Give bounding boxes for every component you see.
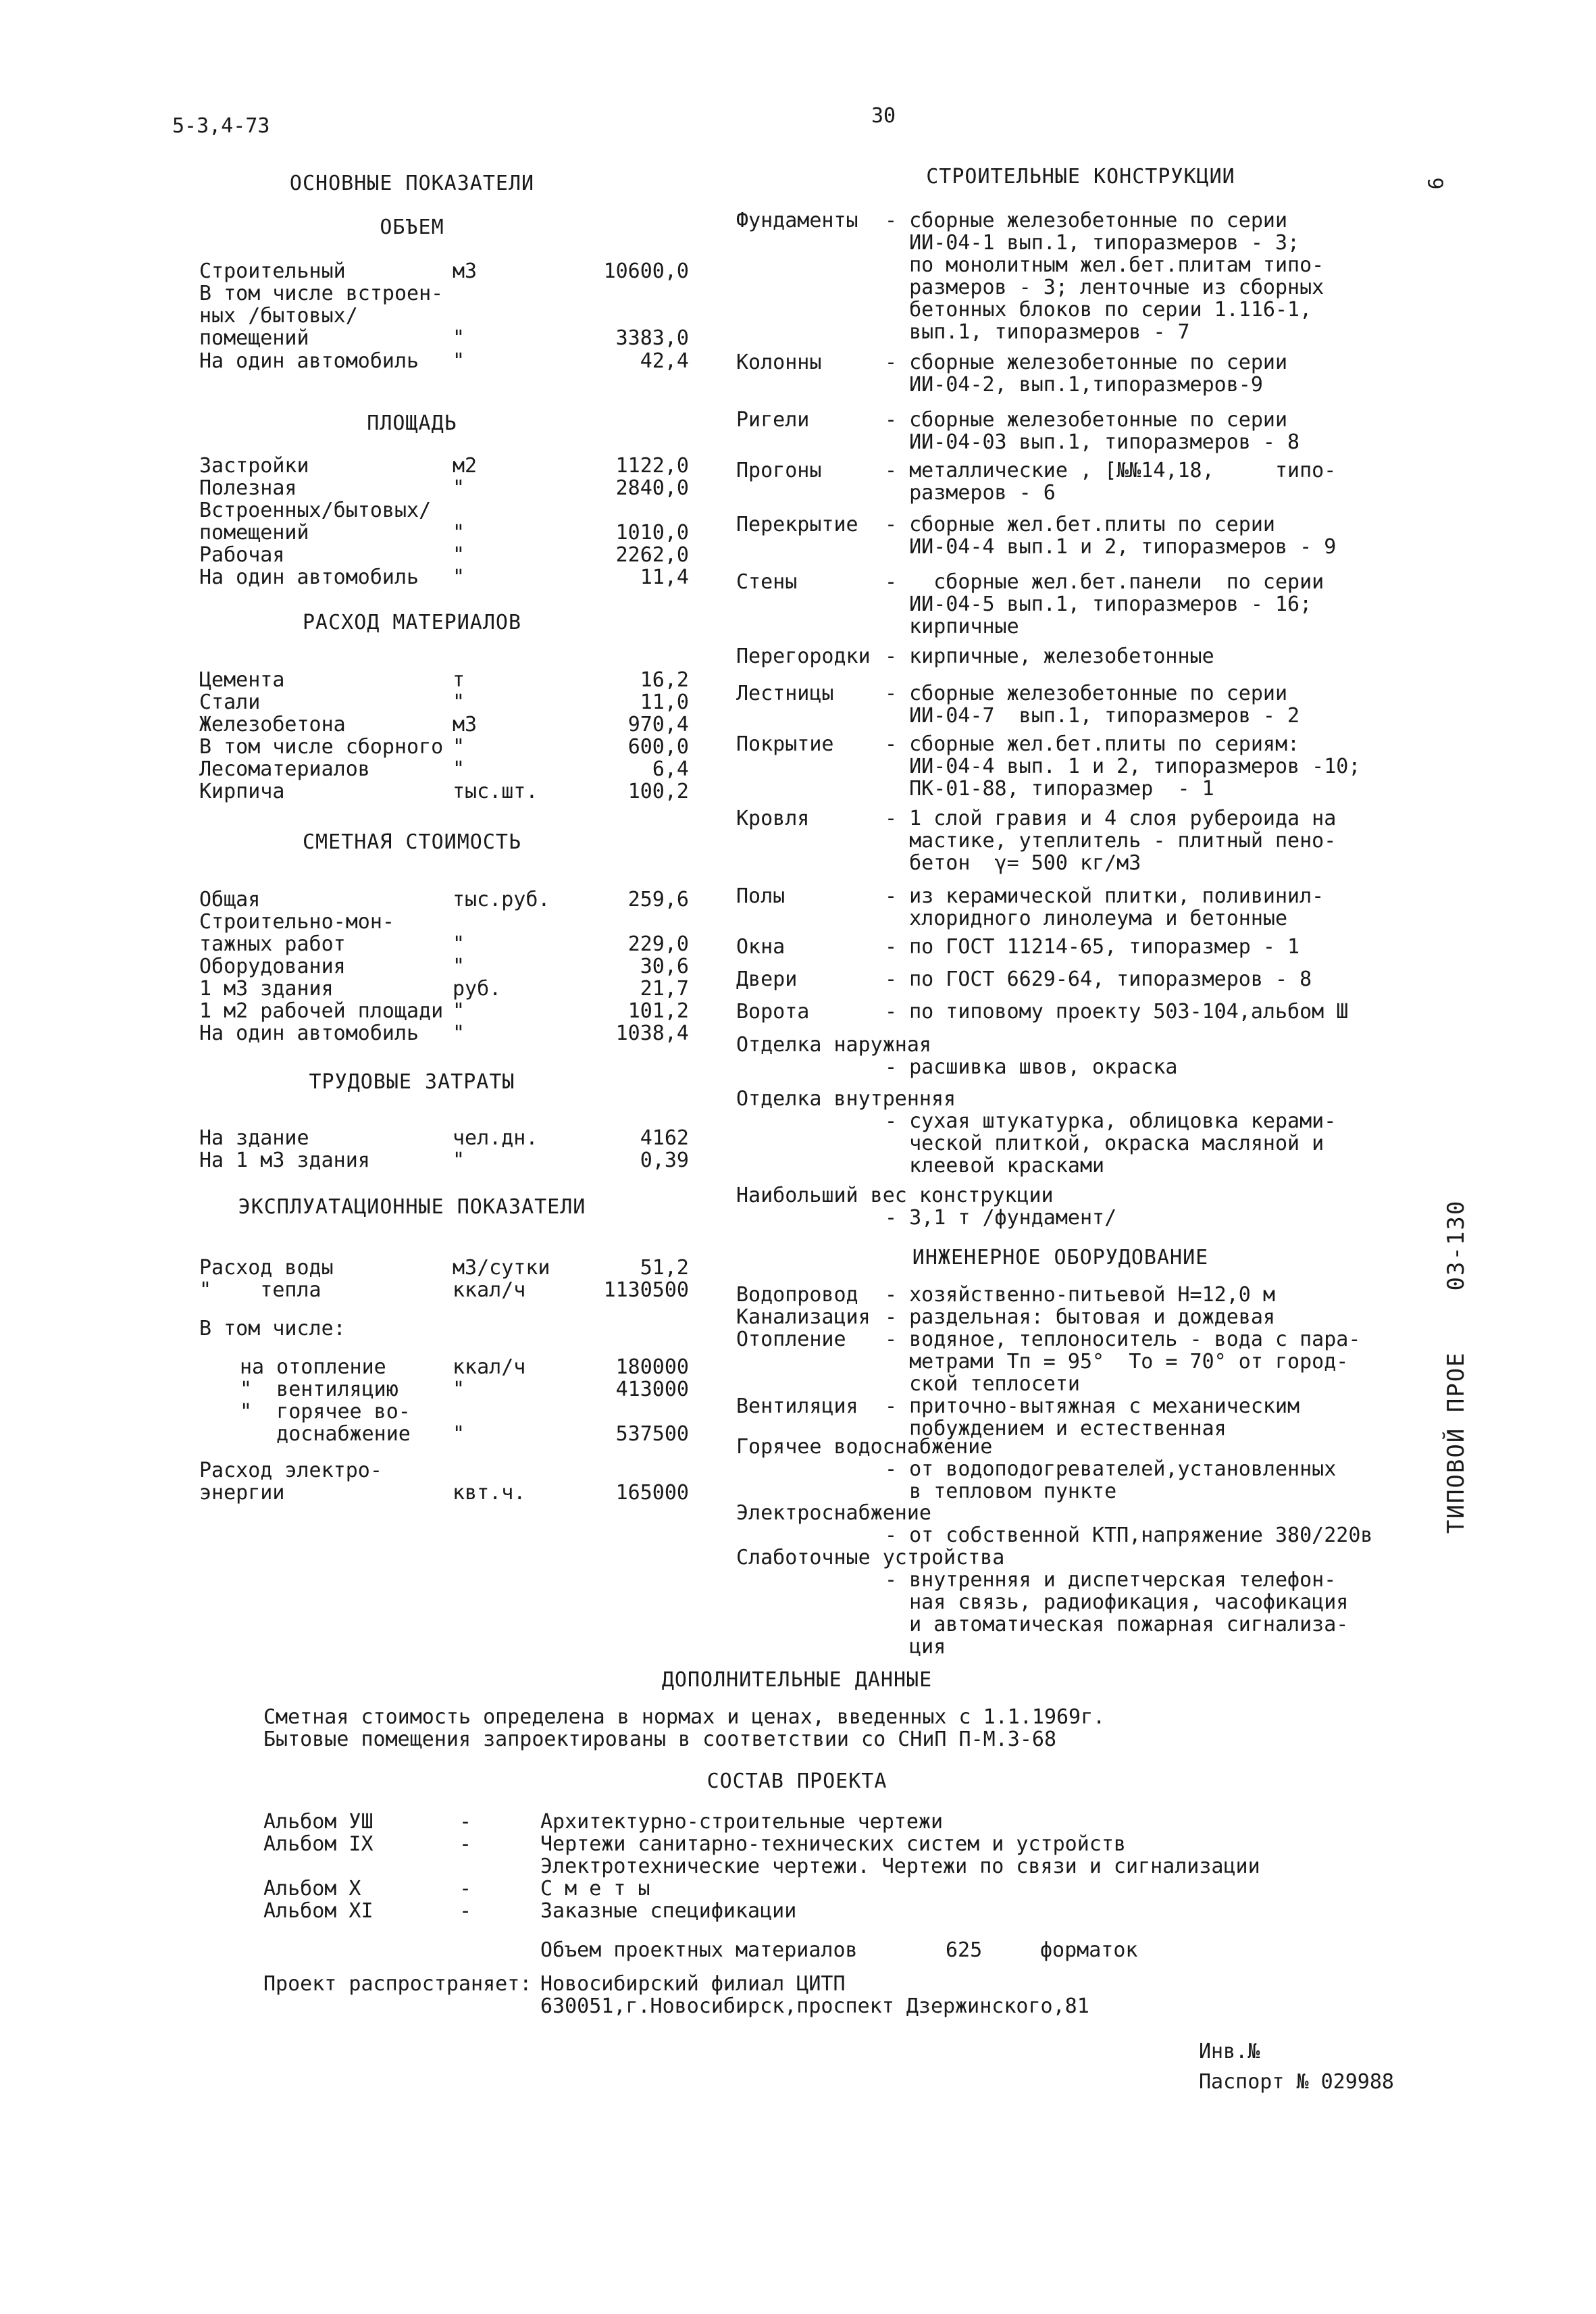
engineering-label: Отопление xyxy=(736,1328,846,1351)
indicator-value: 10600,0 xyxy=(603,259,689,283)
volume-label: Объем проектных материалов xyxy=(540,1938,858,1962)
indicator-unit: " xyxy=(453,1149,465,1172)
indicator-unit: " xyxy=(453,1022,465,1045)
construction-label: Двери xyxy=(736,967,798,991)
indicator-label: На один автомобиль xyxy=(199,1022,419,1045)
indicator-unit: ккал/ч xyxy=(453,1278,526,1302)
passport-number: Паспорт № 029988 xyxy=(1199,2070,1394,2094)
left-section-heading: РАСХОД МАТЕРИАЛОВ xyxy=(302,611,522,634)
construction-label: Ригели xyxy=(736,408,810,432)
indicator-value: 1130500 xyxy=(603,1278,689,1302)
album-name: Альбом УШ xyxy=(263,1810,374,1834)
lowcurrent-text: - внутренняя и диспетчерская телефон- ная связь, радиофикация, часофикация и автоматическая пожарная сигнализа- ция xyxy=(885,1568,1349,1659)
indicator-label: На 1 м3 здания xyxy=(199,1149,370,1172)
indicator-value: 4162 xyxy=(640,1126,689,1150)
indicator-value: 11,0 xyxy=(640,690,689,714)
indicator-unit: т xyxy=(453,668,465,692)
construction-label: Прогоны xyxy=(736,459,822,482)
indicator-unit: тыс.шт. xyxy=(453,780,538,803)
indicator-label: В том числе встроен- ных /бытовых/ помещений xyxy=(199,282,444,350)
power-label: Электроснабжение xyxy=(736,1501,931,1525)
indicator-value: 1010,0 xyxy=(615,521,689,545)
indicator-unit: м3 xyxy=(453,259,478,283)
indicator-value: 11,4 xyxy=(640,565,689,589)
additional-title: ДОПОЛНИТЕЛЬНЫЕ ДАННЫЕ xyxy=(661,1668,933,1692)
indicator-label: В том числе сборного xyxy=(199,735,444,759)
album-name: Альбом IX xyxy=(263,1832,374,1856)
indicator-unit: квт.ч. xyxy=(453,1481,526,1505)
construction-text: - кирпичные, железобетонные xyxy=(885,645,1214,668)
construction-label: Кровля xyxy=(736,807,810,830)
left-section-heading: ПЛОЩАДЬ xyxy=(367,411,457,435)
construction-text: - сборные железобетонные по серии ИИ-04-03 вып.1, типоразмеров - 8 xyxy=(885,408,1300,454)
volume-value: 625 xyxy=(946,1938,983,1962)
construction-text: - сборные жел.бет.панели по серии ИИ-04-5 вып.1, типоразмеров - 16; кирпичные xyxy=(885,570,1324,638)
right-title: СТРОИТЕЛЬНЫЕ КОНСТРУКЦИИ xyxy=(926,165,1235,188)
indicator-label: на отопление xyxy=(240,1355,386,1379)
construction-label: Перегородки xyxy=(736,645,871,668)
album-dash: - xyxy=(459,1899,472,1923)
indicator-unit: ккал/ч xyxy=(453,1355,526,1379)
engineering-label: Вентиляция xyxy=(736,1394,858,1418)
indicator-unit: м2 xyxy=(453,454,478,478)
construction-label: Окна xyxy=(736,935,786,959)
indicator-unit: " xyxy=(453,932,465,956)
indicator-value: 537500 xyxy=(615,1422,689,1446)
indicator-value: 180000 xyxy=(615,1355,689,1379)
indicator-value xyxy=(540,1317,689,1340)
indicator-label: Застройки xyxy=(199,454,309,478)
indicator-value: 6,4 xyxy=(652,757,689,781)
indicator-unit: " xyxy=(453,735,465,759)
indicator-unit: чел.дн. xyxy=(453,1126,538,1150)
hot-water-label: Горячее водоснабжение xyxy=(736,1435,993,1459)
indicator-label: Расход электро- энергии xyxy=(199,1459,382,1505)
construction-text: - сборные железобетонные по серии ИИ-04-7 вып.1, типоразмеров - 2 xyxy=(885,682,1300,728)
indicator-unit: " xyxy=(453,543,465,567)
indicator-value: 165000 xyxy=(615,1481,689,1505)
album-description: Чертежи санитарно-технических систем и устройств Электротехнические чертежи. Чертежи по связи и сигнализации xyxy=(540,1832,1260,1878)
indicator-value: 21,7 xyxy=(640,977,689,1001)
left-section-heading: ОБЪЕМ xyxy=(380,216,444,239)
distributor-text: Новосибирский филиал ЦИТП 630051,г.Новосибирск,проспект Дзержинского,81 xyxy=(540,1972,1089,2018)
construction-text: - по ГОСТ 11214-65, типоразмер - 1 xyxy=(885,935,1300,959)
indicator-value: 101,2 xyxy=(627,999,689,1023)
album-dash: - xyxy=(459,1810,472,1834)
indicator-label: Строительно-мон- тажных работ xyxy=(199,910,394,956)
indicator-unit: " xyxy=(453,1422,465,1446)
indicator-value: 16,2 xyxy=(640,668,689,692)
corner-mark: 9 xyxy=(1422,177,1447,190)
indicator-unit: " xyxy=(453,1378,465,1401)
construction-text: - сборные железобетонные по серии ИИ-04-2, вып.1,типоразмеров-9 xyxy=(885,351,1288,397)
construction-text: - из керамической плитки, поливинил- хлоридного линолеума и бетонные xyxy=(885,884,1324,930)
indicator-label: Железобетона xyxy=(199,713,346,736)
indicator-unit: " xyxy=(453,999,465,1023)
indicator-label: Полезная xyxy=(199,476,297,500)
engineering-text: - водяное, теплоноситель - вода с пара- метрами Тп = 95° То = 70° от город- ской теплосети xyxy=(885,1328,1361,1396)
construction-label: Стены xyxy=(736,570,798,594)
indicator-label: Стали xyxy=(199,690,261,714)
indicator-value: 970,4 xyxy=(627,713,689,736)
construction-label: Перекрытие xyxy=(736,513,858,536)
side-stamp-left: ТИПОВОЙ ПРОЕ xyxy=(1443,1351,1470,1534)
indicator-label: На один автомобиль xyxy=(199,349,419,373)
page-number: 30 xyxy=(871,104,896,128)
construction-text: - сборные жел.бет.плиты по сериям: ИИ-04-4 вып. 1 и 2, типоразмеров -10; ПК-01-88, типоразмер - 1 xyxy=(885,732,1361,801)
indicator-value: 42,4 xyxy=(640,349,689,373)
construction-label: Полы xyxy=(736,884,786,908)
indicator-label: " вентиляцию xyxy=(240,1378,398,1401)
indicator-value: 0,39 xyxy=(640,1149,689,1172)
album-dash: - xyxy=(459,1832,472,1856)
album-name: Альбом XI xyxy=(263,1899,374,1923)
power-text: - от собственной КТП,напряжение 380/220в xyxy=(885,1524,1373,1547)
max-weight-label: Наибольший вес конструкции xyxy=(736,1184,1054,1207)
indicator-label: На здание xyxy=(199,1126,309,1150)
engineering-title: ИНЖЕНЕРНОЕ ОБОРУДОВАНИЕ xyxy=(912,1246,1209,1269)
construction-text: - по ГОСТ 6629-64, типоразмеров - 8 xyxy=(885,967,1312,991)
volume-unit: форматок xyxy=(1040,1938,1138,1962)
lowcurrent-label: Слаботочные устройства xyxy=(736,1546,1005,1569)
engineering-label: Канализация xyxy=(736,1305,871,1329)
indicator-unit: " xyxy=(453,521,465,545)
indicator-label: Строительный xyxy=(199,259,346,283)
indicator-unit: " xyxy=(453,757,465,781)
finish-inner-label: Отделка внутренняя xyxy=(736,1087,956,1111)
construction-label: Колонны xyxy=(736,351,822,374)
construction-label: Фундаменты xyxy=(736,209,858,232)
indicator-unit: " xyxy=(453,349,465,373)
left-title: ОСНОВНЫЕ ПОКАЗАТЕЛИ xyxy=(289,172,535,195)
composition-title: СОСТАВ ПРОЕКТА xyxy=(706,1769,887,1793)
album-name: Альбом X xyxy=(263,1877,361,1901)
document-code: 5-3,4-73 xyxy=(172,114,270,138)
left-section-heading: СМЕТНАЯ СТОИМОСТЬ xyxy=(302,830,522,854)
side-stamp xyxy=(1443,1199,1486,1534)
left-section-heading: ЭКСПЛУАТАЦИОННЫЕ ПОКАЗАТЕЛИ xyxy=(238,1195,586,1219)
indicator-value: 229,0 xyxy=(627,932,689,956)
construction-text: - 1 слой гравия и 4 слоя рубероида на мастике, утеплитель - плитный пено- бетон γ= 500 кг/м3 xyxy=(885,807,1337,875)
hot-water-text: - от водоподогревателей,установленных в тепловом пункте xyxy=(885,1457,1337,1503)
album-description: С м е т ы xyxy=(540,1877,650,1901)
indicator-label: Оборудования xyxy=(199,955,346,978)
indicator-value: 2262,0 xyxy=(615,543,689,567)
max-weight-text: - 3,1 т /фундамент/ xyxy=(885,1206,1117,1230)
finish-inner-text: - сухая штукатурка, облицовка керами- ческой плиткой, окраска масляной и клеевой красками xyxy=(885,1109,1337,1178)
indicator-value: 1122,0 xyxy=(615,454,689,478)
construction-label: Ворота xyxy=(736,1000,810,1024)
indicator-label: На один автомобиль xyxy=(199,565,419,589)
indicator-value: 30,6 xyxy=(640,955,689,978)
album-description: Заказные спецификации xyxy=(540,1899,797,1923)
indicator-label: В том числе: xyxy=(199,1317,346,1340)
construction-text: - по типовому проекту 503-104,альбом Ш xyxy=(885,1000,1349,1024)
inventory-label: Инв.№ xyxy=(1199,2040,1260,2063)
indicator-unit: " xyxy=(453,690,465,714)
indicator-value: 100,2 xyxy=(627,780,689,803)
indicator-value: 51,2 xyxy=(640,1256,689,1280)
indicator-label: Лесоматериалов xyxy=(199,757,370,781)
indicator-unit: " xyxy=(453,476,465,500)
construction-text: - сборные жел.бет.плиты по серии ИИ-04-4 вып.1 и 2, типоразмеров - 9 xyxy=(885,513,1337,559)
construction-label: Покрытие xyxy=(736,732,834,756)
indicator-value: 2840,0 xyxy=(615,476,689,500)
finish-outer-label: Отделка наружная xyxy=(736,1033,931,1057)
indicator-label: Встроенных/бытовых/ помещений xyxy=(199,499,432,545)
side-stamp-right: 03-130 xyxy=(1443,1199,1470,1291)
indicator-label: Расход воды xyxy=(199,1256,334,1280)
indicator-unit: м3 xyxy=(453,713,478,736)
album-dash: - xyxy=(459,1877,472,1901)
indicator-label: 1 м3 здания xyxy=(199,977,334,1001)
indicator-label: Общая xyxy=(199,888,261,911)
indicator-value: 413000 xyxy=(615,1378,689,1401)
construction-text: - сборные железобетонные по серии ИИ-04-1 вып.1, типоразмеров - 3; по монолитным жел.бет.плитам типо- размеров - 3; ленточные из сборных бетонных блоков по серии 1.116-1, вып.1, типоразмеров - 7 xyxy=(885,209,1324,344)
indicator-label: " горячее во- доснабжение xyxy=(240,1400,411,1446)
left-section-heading: ТРУДОВЫЕ ЗАТРАТЫ xyxy=(309,1070,515,1094)
indicator-value: 3383,0 xyxy=(615,326,689,350)
distributor-label: Проект распространяет: xyxy=(263,1972,532,1996)
engineering-label: Водопровод xyxy=(736,1283,858,1307)
finish-outer-text: - расшивка швов, окраска xyxy=(885,1055,1178,1079)
album-description: Архитектурно-строительные чертежи xyxy=(540,1810,944,1834)
engineering-text: - раздельная: бытовая и дождевая xyxy=(885,1305,1275,1329)
indicator-label: Кирпича xyxy=(199,780,285,803)
indicator-unit: тыс.руб. xyxy=(453,888,550,911)
construction-label: Лестницы xyxy=(736,682,834,705)
indicator-value: 259,6 xyxy=(627,888,689,911)
indicator-unit: " xyxy=(453,326,465,350)
engineering-text: - хозяйственно-питьевой Н=12,0 м xyxy=(885,1283,1275,1307)
indicator-value: 1038,4 xyxy=(615,1022,689,1045)
construction-text: - металлические , [№№14,18, типо- размеров - 6 xyxy=(885,459,1337,505)
indicator-label: 1 м2 рабочей площади xyxy=(199,999,444,1023)
indicator-label: " тепла xyxy=(199,1278,321,1302)
indicator-label: Рабочая xyxy=(199,543,285,567)
indicator-unit: " xyxy=(453,565,465,589)
indicator-unit: " xyxy=(453,955,465,978)
indicator-unit: м3/сутки xyxy=(453,1256,550,1280)
indicator-label: Цемента xyxy=(199,668,285,692)
indicator-unit: руб. xyxy=(453,977,502,1001)
engineering-text: - приточно-вытяжная с механическим побуждением и естественная xyxy=(885,1394,1300,1440)
indicator-value: 600,0 xyxy=(627,735,689,759)
additional-text: Сметная стоимость определена в нормах и ценах, введенных с 1.1.1969г. Бытовые помещения запроектированы в соответствии со СНиП П-М.3-68 xyxy=(263,1705,1106,1751)
